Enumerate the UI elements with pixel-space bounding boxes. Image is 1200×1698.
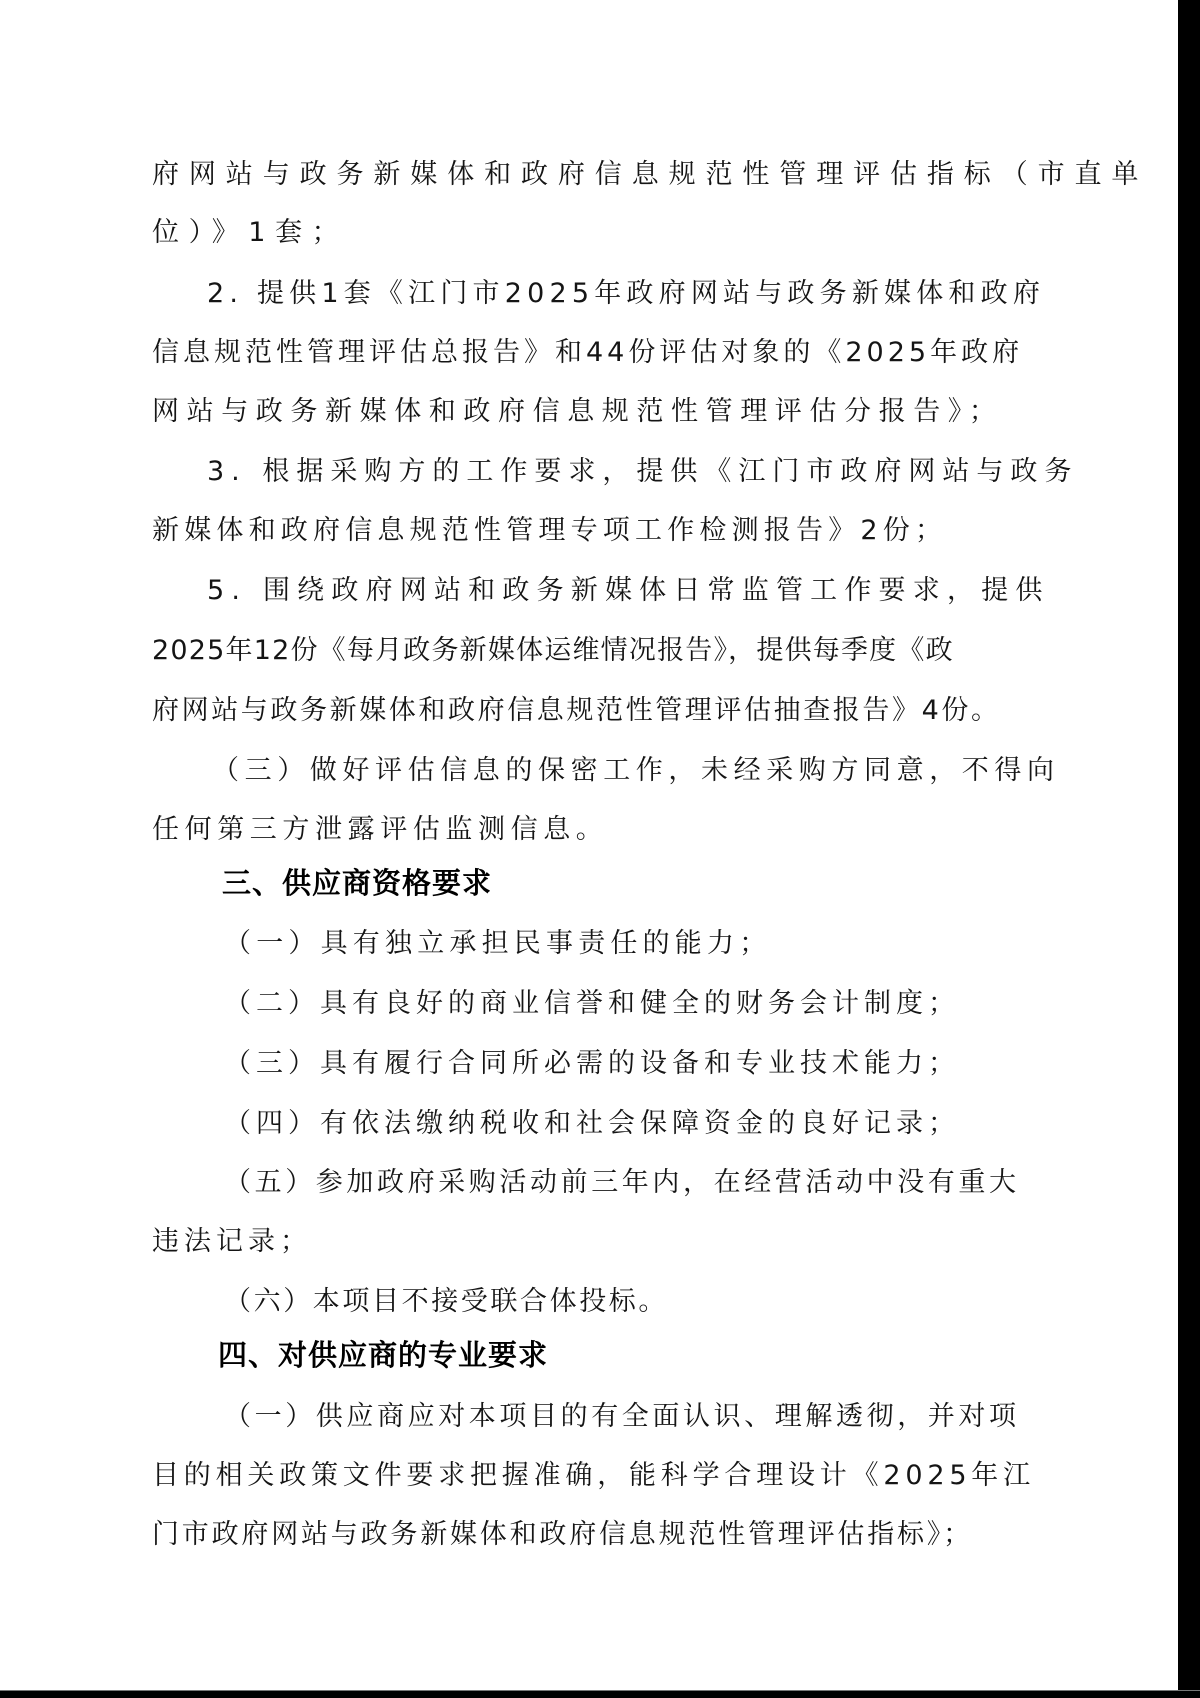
body-line: 新媒体和政府信息规范性管理专项工作检测报告》2份； bbox=[152, 515, 948, 546]
body-line: 位）》1套； bbox=[152, 217, 349, 248]
body-line: 2025年12份《每月政务新媒体运维情况报告》，提供每季度《政 bbox=[152, 635, 954, 666]
body-line: （一）供应商应对本项目的有全面认识、理解透彻，并对项 bbox=[224, 1401, 1020, 1432]
body-line: （一）具有独立承担民事责任的能力； bbox=[224, 928, 772, 959]
section-heading-professional-requirements: 四、对供应商的专业要求 bbox=[218, 1338, 549, 1372]
body-line: （三）具有履行合同所必需的设备和专业技术能力； bbox=[224, 1048, 960, 1079]
body-line: 网站与政务新媒体和政府信息规范性管理评估分报告》； bbox=[152, 396, 1004, 427]
body-line: 门市政府网站与政务新媒体和政府信息规范性管理评估指标》； bbox=[152, 1519, 973, 1550]
body-line: 目的相关政策文件要求把握准确，能科学合理设计《2025年江 bbox=[152, 1460, 1035, 1491]
body-line: 信息规范性管理评估总报告》和44份评估对象的《2025年政府 bbox=[152, 337, 1024, 368]
scan-edge-right bbox=[1178, 0, 1200, 1697]
body-line: （三）做好评估信息的保密工作，未经采购方同意，不得向 bbox=[212, 755, 1060, 786]
body-line: 5. 围绕政府网站和政务新媒体日常监管工作要求，提供 bbox=[207, 575, 1050, 606]
body-line: 2. 提供1套《江门市2025年政府网站与政务新媒体和政府 bbox=[207, 278, 1046, 309]
body-line: 府网站与政务新媒体和政府信息规范性管理评估指标（市直单 bbox=[152, 159, 1149, 190]
section-heading-supplier-qualifications: 三、供应商资格要求 bbox=[222, 866, 493, 900]
body-line: （五）参加政府采购活动前三年内，在经营活动中没有重大 bbox=[224, 1167, 1020, 1198]
body-line: （六）本项目不接受联合体投标。 bbox=[224, 1286, 668, 1317]
body-line: （二）具有良好的商业信誉和健全的财务会计制度； bbox=[224, 988, 960, 1019]
body-line: 3. 根据采购方的工作要求，提供《江门市政府网站与政务 bbox=[207, 456, 1079, 487]
body-line: 违法记录； bbox=[152, 1226, 312, 1257]
body-line: 任何第三方泄露评估监测信息。 bbox=[152, 814, 609, 845]
body-line: （四）有依法缴纳税收和社会保障资金的良好记录； bbox=[224, 1108, 960, 1139]
body-line: 府网站与政务新媒体和政府信息规范性管理评估抽查报告》4份。 bbox=[152, 695, 1001, 726]
